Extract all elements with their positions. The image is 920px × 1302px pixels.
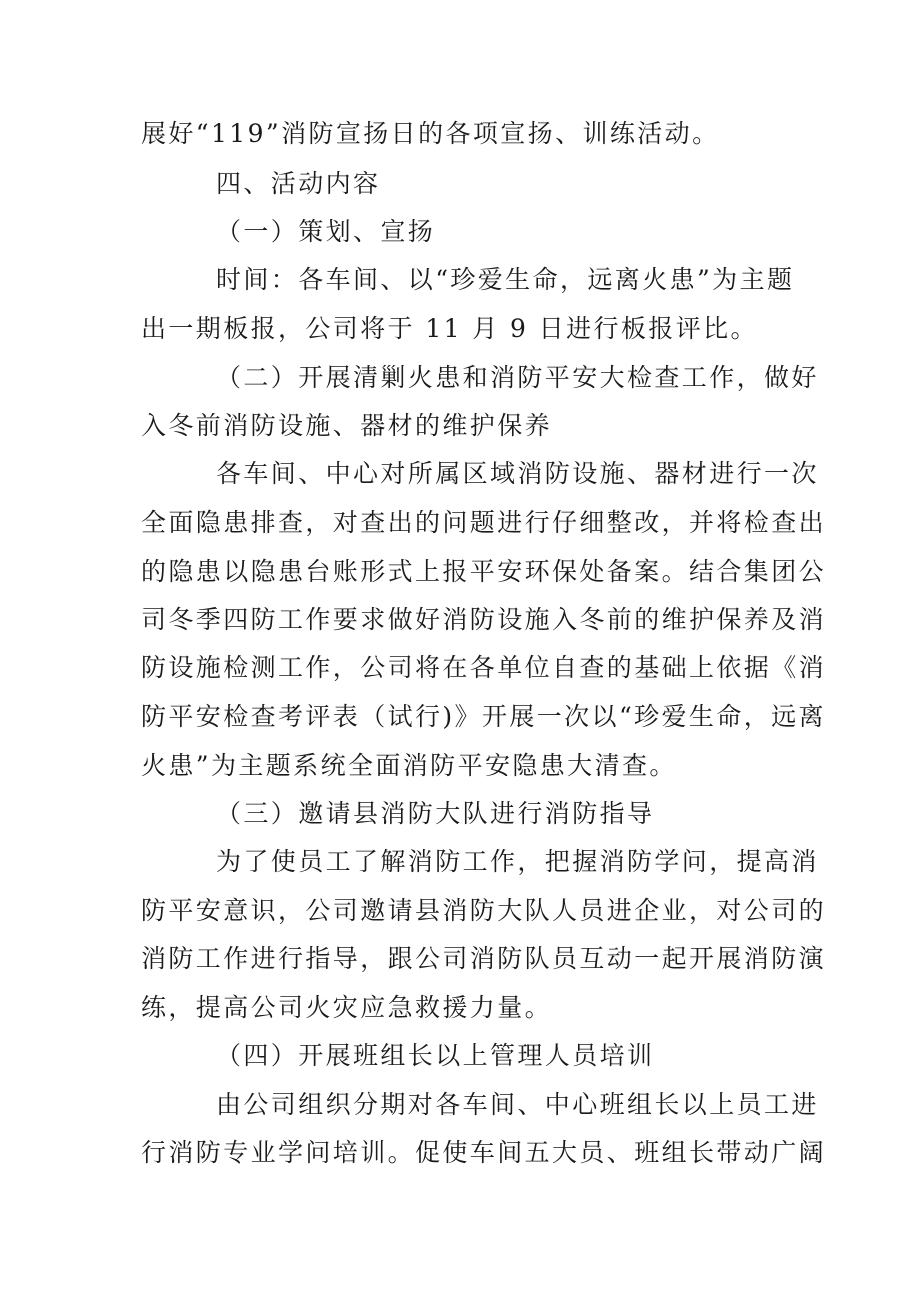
paragraph-line: 各车间、中心对所属区域消防设施、器材进行一次 <box>216 459 819 488</box>
paragraph-line: 消防工作进行指导，跟公司消防队员互动一起开展消防演 <box>141 944 827 973</box>
section-heading: 四、活动内容 <box>216 169 381 198</box>
paragraph-line: 由公司组织分期对各车间、中心班组长以上员工进 <box>216 1090 819 1119</box>
paragraph-line: 全面隐患排查，对查出的问题进行仔细整改，并将检查出 <box>141 508 827 537</box>
subsection-heading: （三）邀请县消防大队进行消防指导 <box>216 799 655 828</box>
paragraph-line: 的隐患以隐患台账形式上报平安环保处备案。结合集团公 <box>141 557 827 586</box>
paragraph-line: 展好“119”消防宣扬日的各项宣扬、训练活动。 <box>141 119 720 148</box>
paragraph-line: 练，提高公司火灾应急救援力量。 <box>141 993 553 1022</box>
paragraph-line: 为了使员工了解消防工作，把握消防学问，提高消 <box>216 847 819 876</box>
subsection-heading: （一）策划、宣扬 <box>216 217 436 246</box>
subsection-heading: （四）开展班组长以上管理人员培训 <box>216 1041 655 1070</box>
paragraph-line: 出一期板报，公司将于 11 月 9 日进行板报评比。 <box>141 314 758 343</box>
paragraph-line: 防平安检查考评表（试行)》开展一次以“珍爱生命，远离 <box>141 702 826 731</box>
subsection-heading-continued: 入冬前消防设施、器材的维护保养 <box>141 411 553 440</box>
subsection-heading: （二）开展清剿火患和消防平安大检查工作，做好 <box>216 363 819 392</box>
paragraph-line: 防设施检测工作，公司将在各单位自查的基础上依据《消 <box>141 653 827 682</box>
paragraph-line: 火患”为主题系统全面消防平安隐患大清查。 <box>141 751 677 780</box>
paragraph-line: 行消防专业学问培训。促使车间五大员、班组长带动广阔 <box>141 1138 827 1167</box>
paragraph-line: 防平安意识，公司邀请县消防大队人员进企业，对公司的 <box>141 896 827 925</box>
paragraph-line: 时间：各车间、以“珍爱生命，远离火患”为主题 <box>216 265 795 294</box>
paragraph-line: 司冬季四防工作要求做好消防设施入冬前的维护保养及消 <box>141 605 827 634</box>
